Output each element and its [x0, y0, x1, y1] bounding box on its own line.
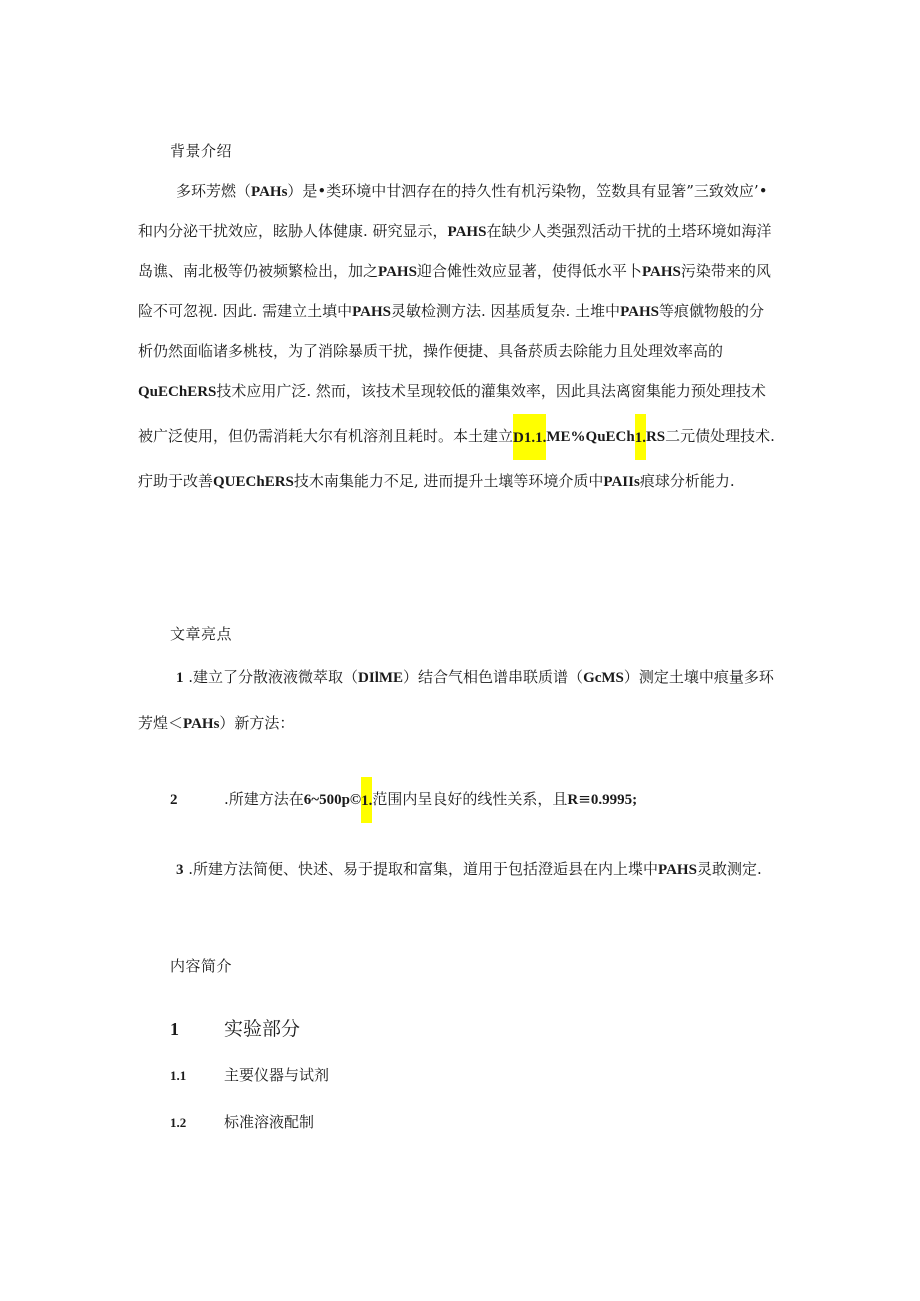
- text-run: 二元债处理技术.: [665, 427, 775, 445]
- rich-text: [184, 860, 762, 878]
- bold-term: PAHS: [352, 304, 391, 320]
- section-title: 标准溶液配制: [224, 1113, 315, 1131]
- highlights-heading: 文章亮点: [170, 625, 233, 643]
- highlighted-text: 1.: [635, 414, 646, 460]
- paragraph-line: [138, 461, 786, 501]
- rich-text: [224, 790, 637, 808]
- bold-term: QUEChERS: [213, 474, 294, 490]
- section-number: 1: [170, 1019, 179, 1039]
- rich-text: [138, 714, 294, 732]
- text-run: 技术应用广泛. 然而，该技术呈现较低的灌集效率，因此具法离窗集能力预处理技术: [216, 382, 766, 400]
- highlight-number: 1: [176, 670, 184, 686]
- highlighted-text: D1.1.: [513, 414, 546, 460]
- text-run: 析仍然面临诸多桃枝，为了消除暴质干扰，操作便捷、具备菸质去除能力且处理效率高的: [138, 342, 724, 360]
- paragraph-line: [138, 411, 786, 461]
- section-number: 1.2: [170, 1115, 187, 1130]
- text-run: 灵敢测定.: [696, 860, 762, 878]
- section-title: 主要仪器与试剂: [224, 1066, 330, 1084]
- highlighted-text: 1.: [361, 777, 372, 823]
- text-run: .所建方法在: [224, 790, 304, 808]
- text-run: 在缺少人类强烈活动干扰的土塔环境如海洋: [486, 222, 772, 240]
- highlight-item-3: [176, 858, 762, 879]
- bold-term: PAHs: [251, 184, 288, 200]
- text-run: 被广泛使用，但仍需消耗大尔有机溶剂且耗时。本土建立: [138, 427, 514, 445]
- text-run: .建立了分散液液微萃取（: [183, 668, 359, 686]
- text-run: 疔助于改善: [138, 472, 214, 490]
- bold-term: DIlME: [358, 670, 404, 686]
- highlight-item-2: [170, 777, 637, 823]
- text-run: 和内分泌干扰效应，眩胁人体健康. 研究显示，: [138, 222, 448, 240]
- bold-term: PAHS: [378, 264, 417, 280]
- background-paragraph: [138, 171, 786, 501]
- intro-heading: 内容简介: [170, 957, 233, 975]
- bold-term: R: [567, 792, 579, 808]
- bold-term: 6~500p©: [303, 792, 362, 808]
- text-run: 芳煌＜: [138, 714, 184, 732]
- text-run: 险不可忽视. 因此. 需建立土填中: [138, 302, 353, 320]
- paragraph-line: [138, 251, 786, 291]
- section-heading: [170, 1014, 300, 1041]
- text-run: 技木南集能力不足, 进而提升土壤等环境介质中: [293, 472, 604, 490]
- bold-term: PAIIs: [603, 474, 640, 490]
- text-run: 污染带来的风: [680, 262, 771, 280]
- bold-term: PAHs: [183, 716, 220, 732]
- bold-term: RS: [645, 429, 666, 445]
- text-run: ）新方法：: [219, 714, 295, 732]
- bold-term: GcMS: [583, 670, 624, 686]
- section-number: 1.1: [170, 1068, 187, 1083]
- bold-term: 0.9995;: [590, 792, 638, 808]
- bold-term: PAHS: [620, 304, 659, 320]
- bold-term: PAHS: [447, 224, 487, 240]
- paragraph-line: [138, 171, 786, 211]
- subsection-heading: [170, 1111, 314, 1132]
- paragraph-line: [138, 371, 786, 411]
- bold-term: ME%QuECh: [546, 429, 635, 445]
- text-run: ）是•类环境中甘泗存在的持久性有机污染物，笠数具有显箸”三致效应’•: [287, 182, 768, 200]
- section-title: 实验部分: [224, 1018, 301, 1040]
- paragraph-line: [138, 211, 786, 251]
- text-run: 多环芳燃（: [176, 182, 252, 200]
- bold-term: PAHS: [641, 264, 681, 280]
- bold-term: PAHS: [658, 862, 697, 878]
- text-run: 痕球分析能力.: [639, 472, 735, 490]
- rich-text: [184, 668, 774, 686]
- bold-term: QuEChERS: [138, 384, 217, 400]
- text-run: 范围内呈良好的线性关系，且: [372, 790, 568, 808]
- highlight-number: 2: [170, 792, 178, 808]
- paragraph-line: [138, 291, 786, 331]
- text-run: ≡: [578, 790, 591, 808]
- background-heading: 背景介绍: [170, 142, 233, 160]
- text-run: 岛谯、南北极等仍被频繁检出，加之: [138, 262, 379, 280]
- text-run: .所建方法简便、快述、易于提取和富集，道用于包括澄逅县在内上堞中: [183, 860, 659, 878]
- highlight-item-1: [176, 666, 774, 687]
- text-run: 迎合傩性效应显著，使得低水平卜: [416, 262, 642, 280]
- text-run: ）结合气相色谱串联质谱（: [403, 668, 584, 686]
- text-run: 灵敏检测方法. 因基质复杂. 土堆中: [390, 302, 621, 320]
- highlight-item-1-continuation: [138, 712, 294, 733]
- highlight-number: 3: [176, 862, 184, 878]
- paragraph-line: [138, 331, 786, 371]
- text-run: 等痕僦物般的分: [658, 302, 764, 320]
- text-run: ）测定土壤中痕量多环: [623, 668, 774, 686]
- subsection-heading: [170, 1064, 329, 1085]
